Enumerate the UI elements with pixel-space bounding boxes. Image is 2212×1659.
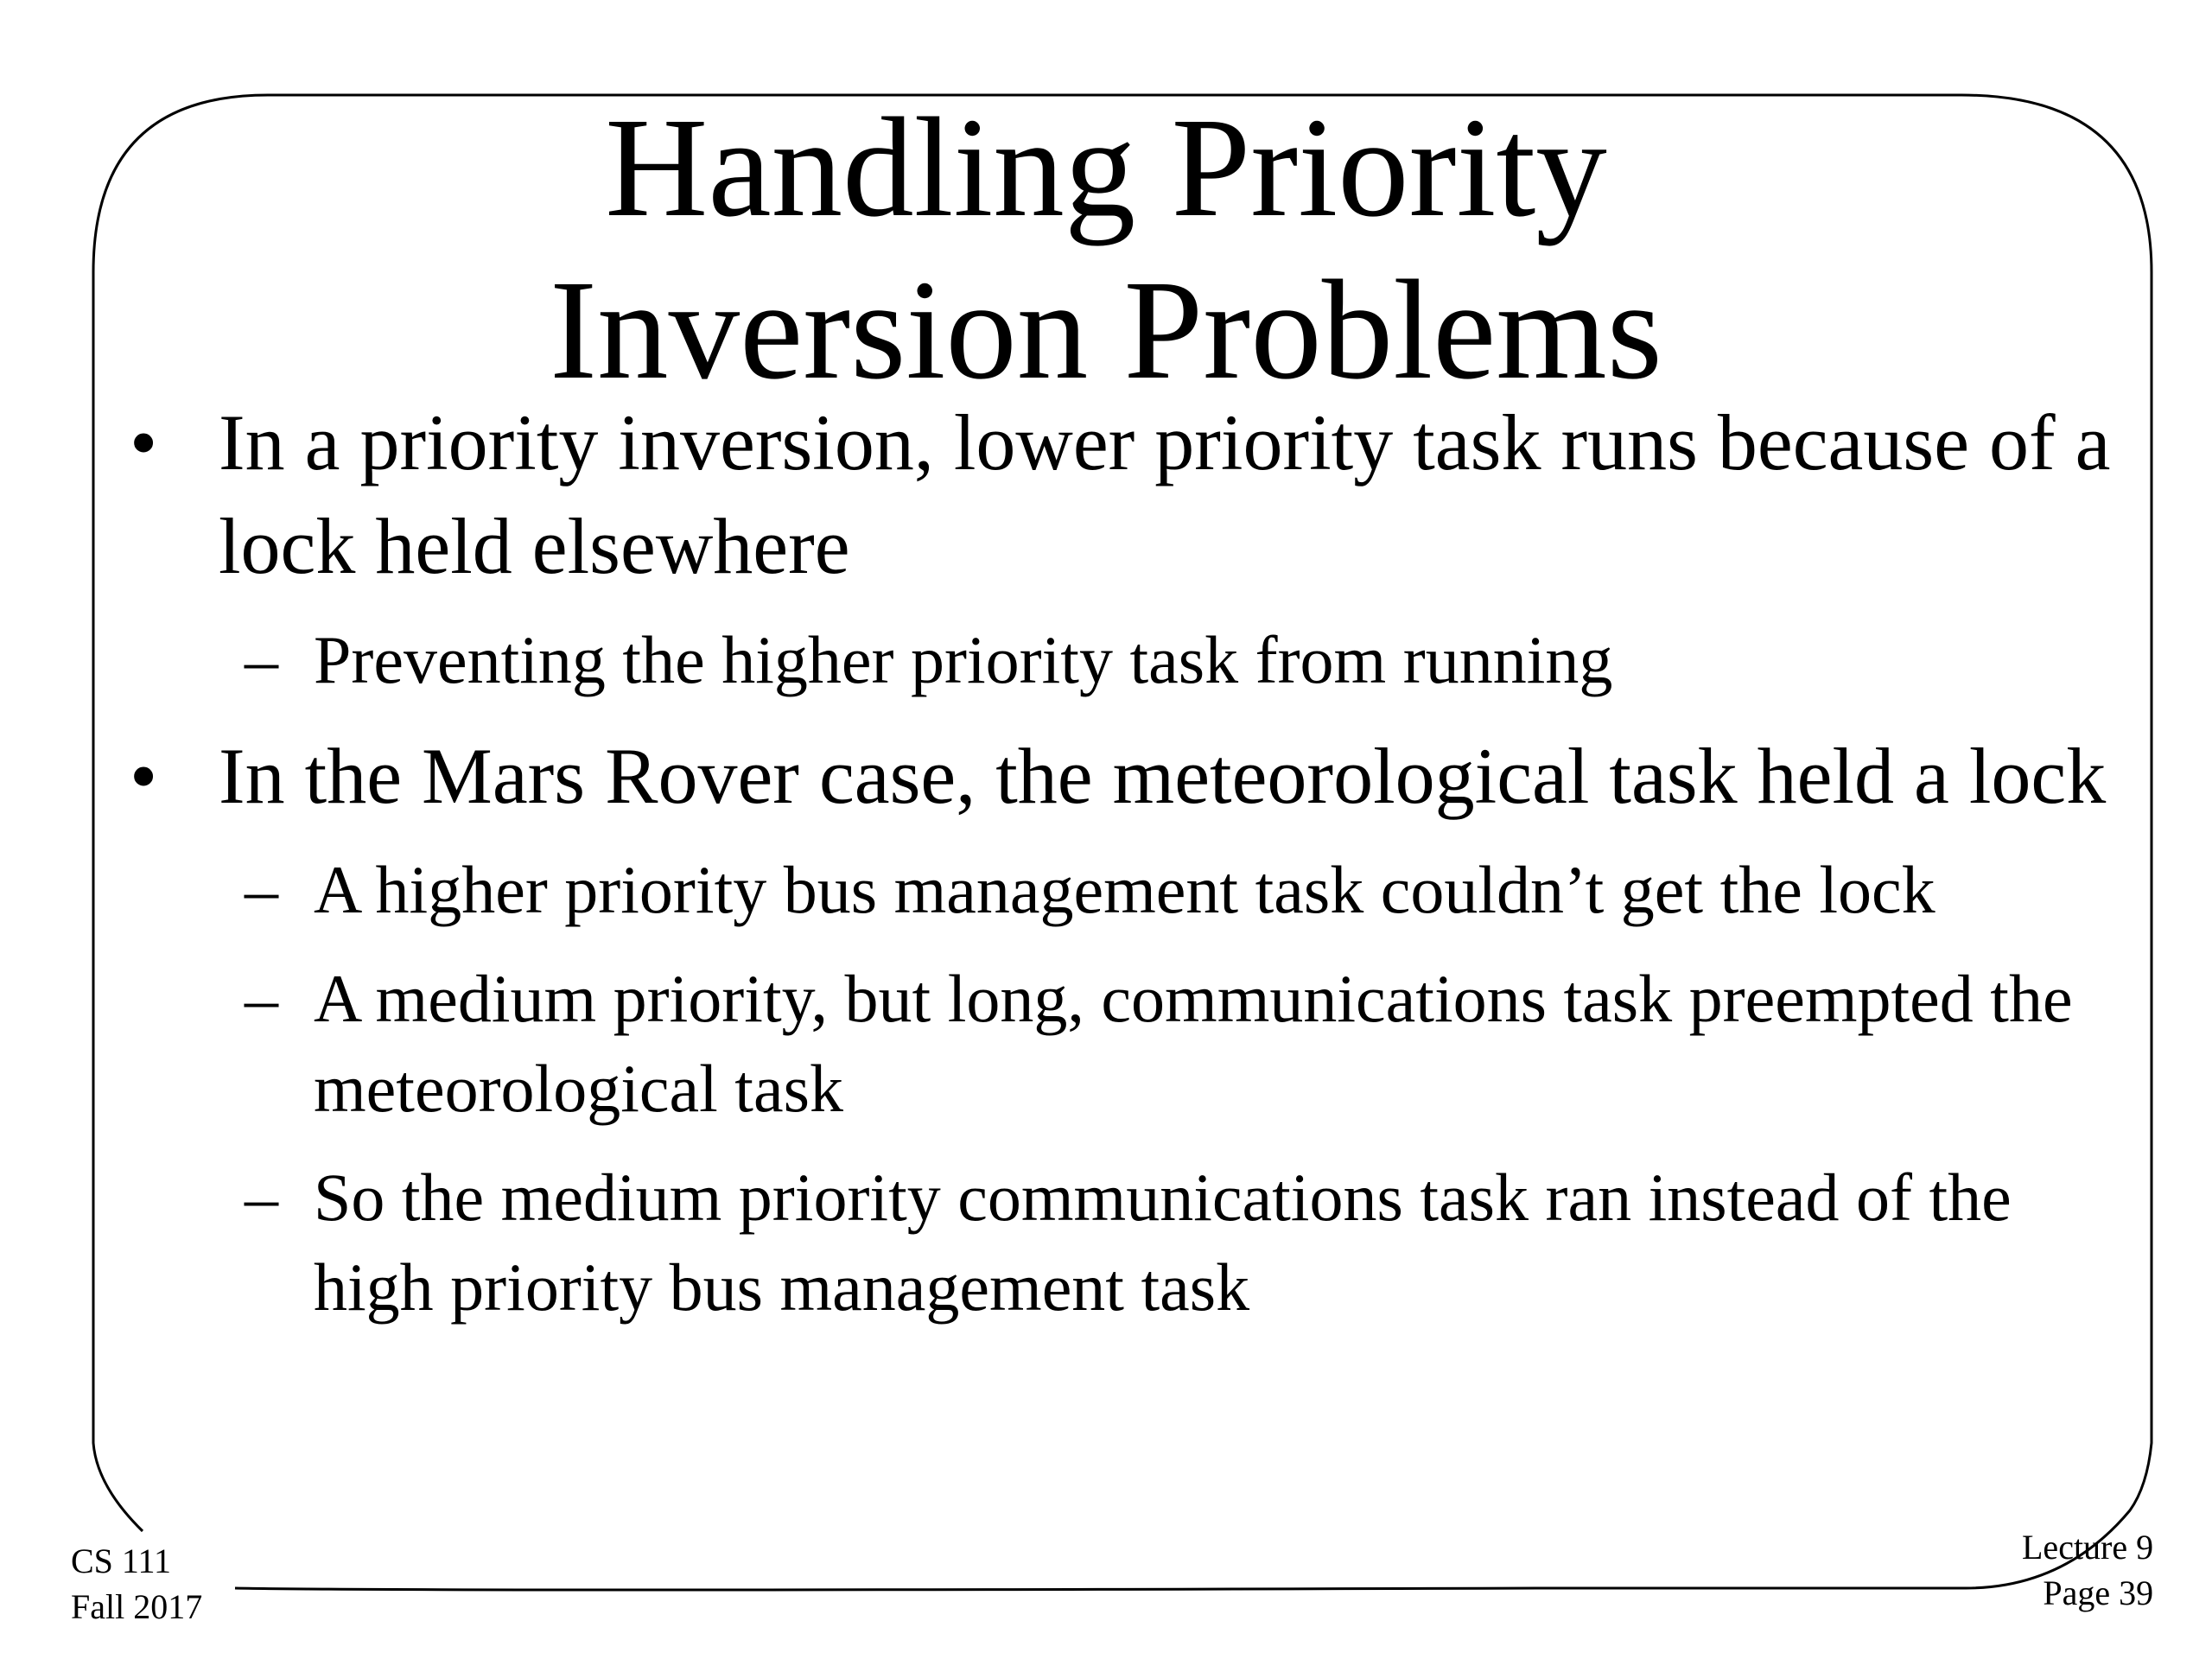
- sub-bullet-mark: –: [245, 1160, 278, 1235]
- sub-bullet-mark: –: [245, 961, 278, 1036]
- footer-lecture-info: [2022, 1524, 2153, 1616]
- footer-course-info: [71, 1538, 202, 1630]
- slide-title: [242, 86, 1970, 411]
- bullet-text: In the Mars Rover case, the meteorological task held a lock: [219, 732, 2107, 820]
- bullet-mark: •: [130, 398, 158, 486]
- bullet-text: In a priority inversion, lower priority task runs because of a lock held elsewhere: [219, 398, 2111, 590]
- sub-bullet-item: [130, 954, 2117, 1134]
- sub-bullet-text: So the medium priority communications task ran instead of the high priority bus management task: [314, 1160, 2012, 1325]
- bullet-item: [130, 724, 2117, 828]
- footer-term: Fall 2017: [71, 1587, 203, 1626]
- sub-bullet-item: [130, 845, 2117, 935]
- sub-bullet-item: [130, 615, 2117, 705]
- sub-bullet-mark: –: [245, 852, 278, 927]
- slide-body: [130, 391, 2117, 1351]
- footer-lecture: Lecture 9: [2022, 1528, 2154, 1567]
- sub-bullet-text: Preventing the higher priority task from running: [314, 622, 1613, 697]
- sub-bullet-text: A higher priority bus management task couldn’t get the lock: [314, 852, 1936, 927]
- title-line-1: Handling Priority: [605, 88, 1607, 246]
- sub-bullet-item: [130, 1153, 2117, 1332]
- sub-bullet-mark: –: [245, 622, 278, 697]
- sub-bullet-text: A medium priority, but long, communications task preempted the meteorological task: [314, 961, 2073, 1126]
- footer-page: Page 39: [2043, 1573, 2154, 1612]
- title-line-2: Inversion Problems: [550, 251, 1662, 409]
- footer-course: CS 111: [71, 1541, 171, 1580]
- bullet-mark: •: [130, 732, 158, 820]
- bullet-item: [130, 391, 2117, 598]
